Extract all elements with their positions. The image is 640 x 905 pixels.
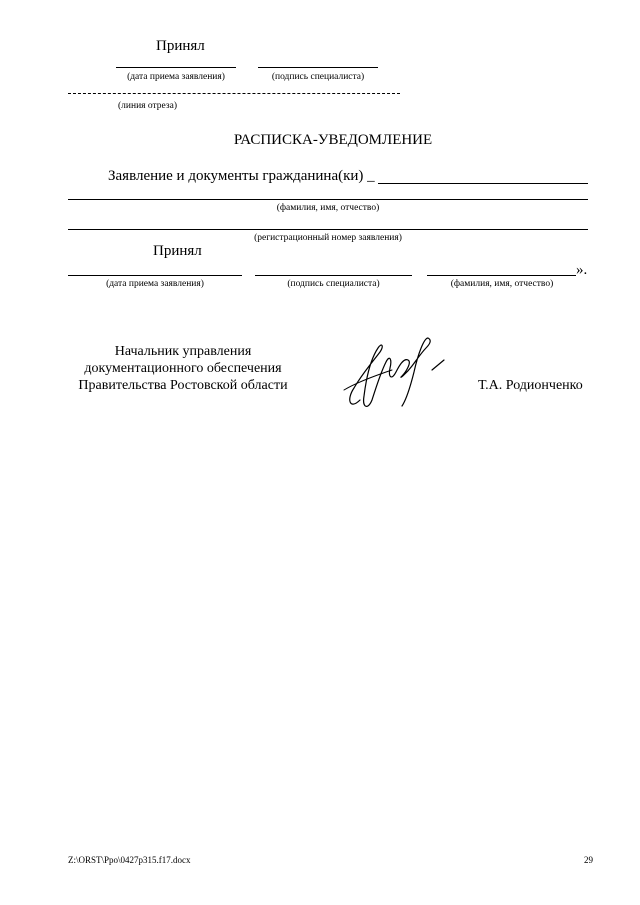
reg-number-caption: (регистрационный номер заявления) bbox=[254, 233, 402, 243]
receipt-fio-line bbox=[427, 275, 576, 276]
cut-line-caption: (линия отреза) bbox=[118, 101, 178, 111]
receipt-fio-caption: (фамилия, имя, отчество) bbox=[450, 279, 554, 289]
cut-line bbox=[68, 93, 400, 94]
signatory-position-line2: документационного обеспечения bbox=[84, 361, 282, 376]
footer-file-path: Z:\ORST\Ppo\0427p315.f17.docx bbox=[68, 855, 191, 865]
fio-line bbox=[68, 199, 588, 200]
receipt-accepted-label: Принял bbox=[153, 243, 202, 259]
footer-page-number: 29 bbox=[584, 855, 593, 865]
fio-caption: (фамилия, имя, отчество) bbox=[276, 203, 380, 213]
top-date-caption: (дата приема заявления) bbox=[127, 72, 225, 82]
handwritten-signature bbox=[340, 330, 460, 420]
signatory-position-line3: Правительства Ростовской области bbox=[78, 378, 288, 393]
receipt-signature-caption: (подпись специалиста) bbox=[287, 279, 380, 289]
reg-number-line bbox=[68, 229, 588, 230]
statement-prefix: Заявление и документы гражданина(ки) _ bbox=[108, 168, 375, 184]
receipt-end-mark: ». bbox=[576, 262, 588, 278]
signatory-name: Т.А. Родионченко bbox=[478, 378, 583, 393]
signatory-position-line1: Начальник управления bbox=[114, 344, 252, 359]
statement-fill-line bbox=[378, 183, 588, 184]
top-date-line bbox=[116, 67, 236, 68]
top-accepted-label: Принял bbox=[156, 38, 205, 54]
top-signature-caption: (подпись специалиста) bbox=[271, 72, 365, 82]
receipt-date-line bbox=[68, 275, 242, 276]
receipt-signature-line bbox=[255, 275, 412, 276]
receipt-date-caption: (дата приема заявления) bbox=[106, 279, 204, 289]
receipt-title: РАСПИСКА-УВЕДОМЛЕНИЕ bbox=[233, 132, 433, 148]
top-signature-line bbox=[258, 67, 378, 68]
